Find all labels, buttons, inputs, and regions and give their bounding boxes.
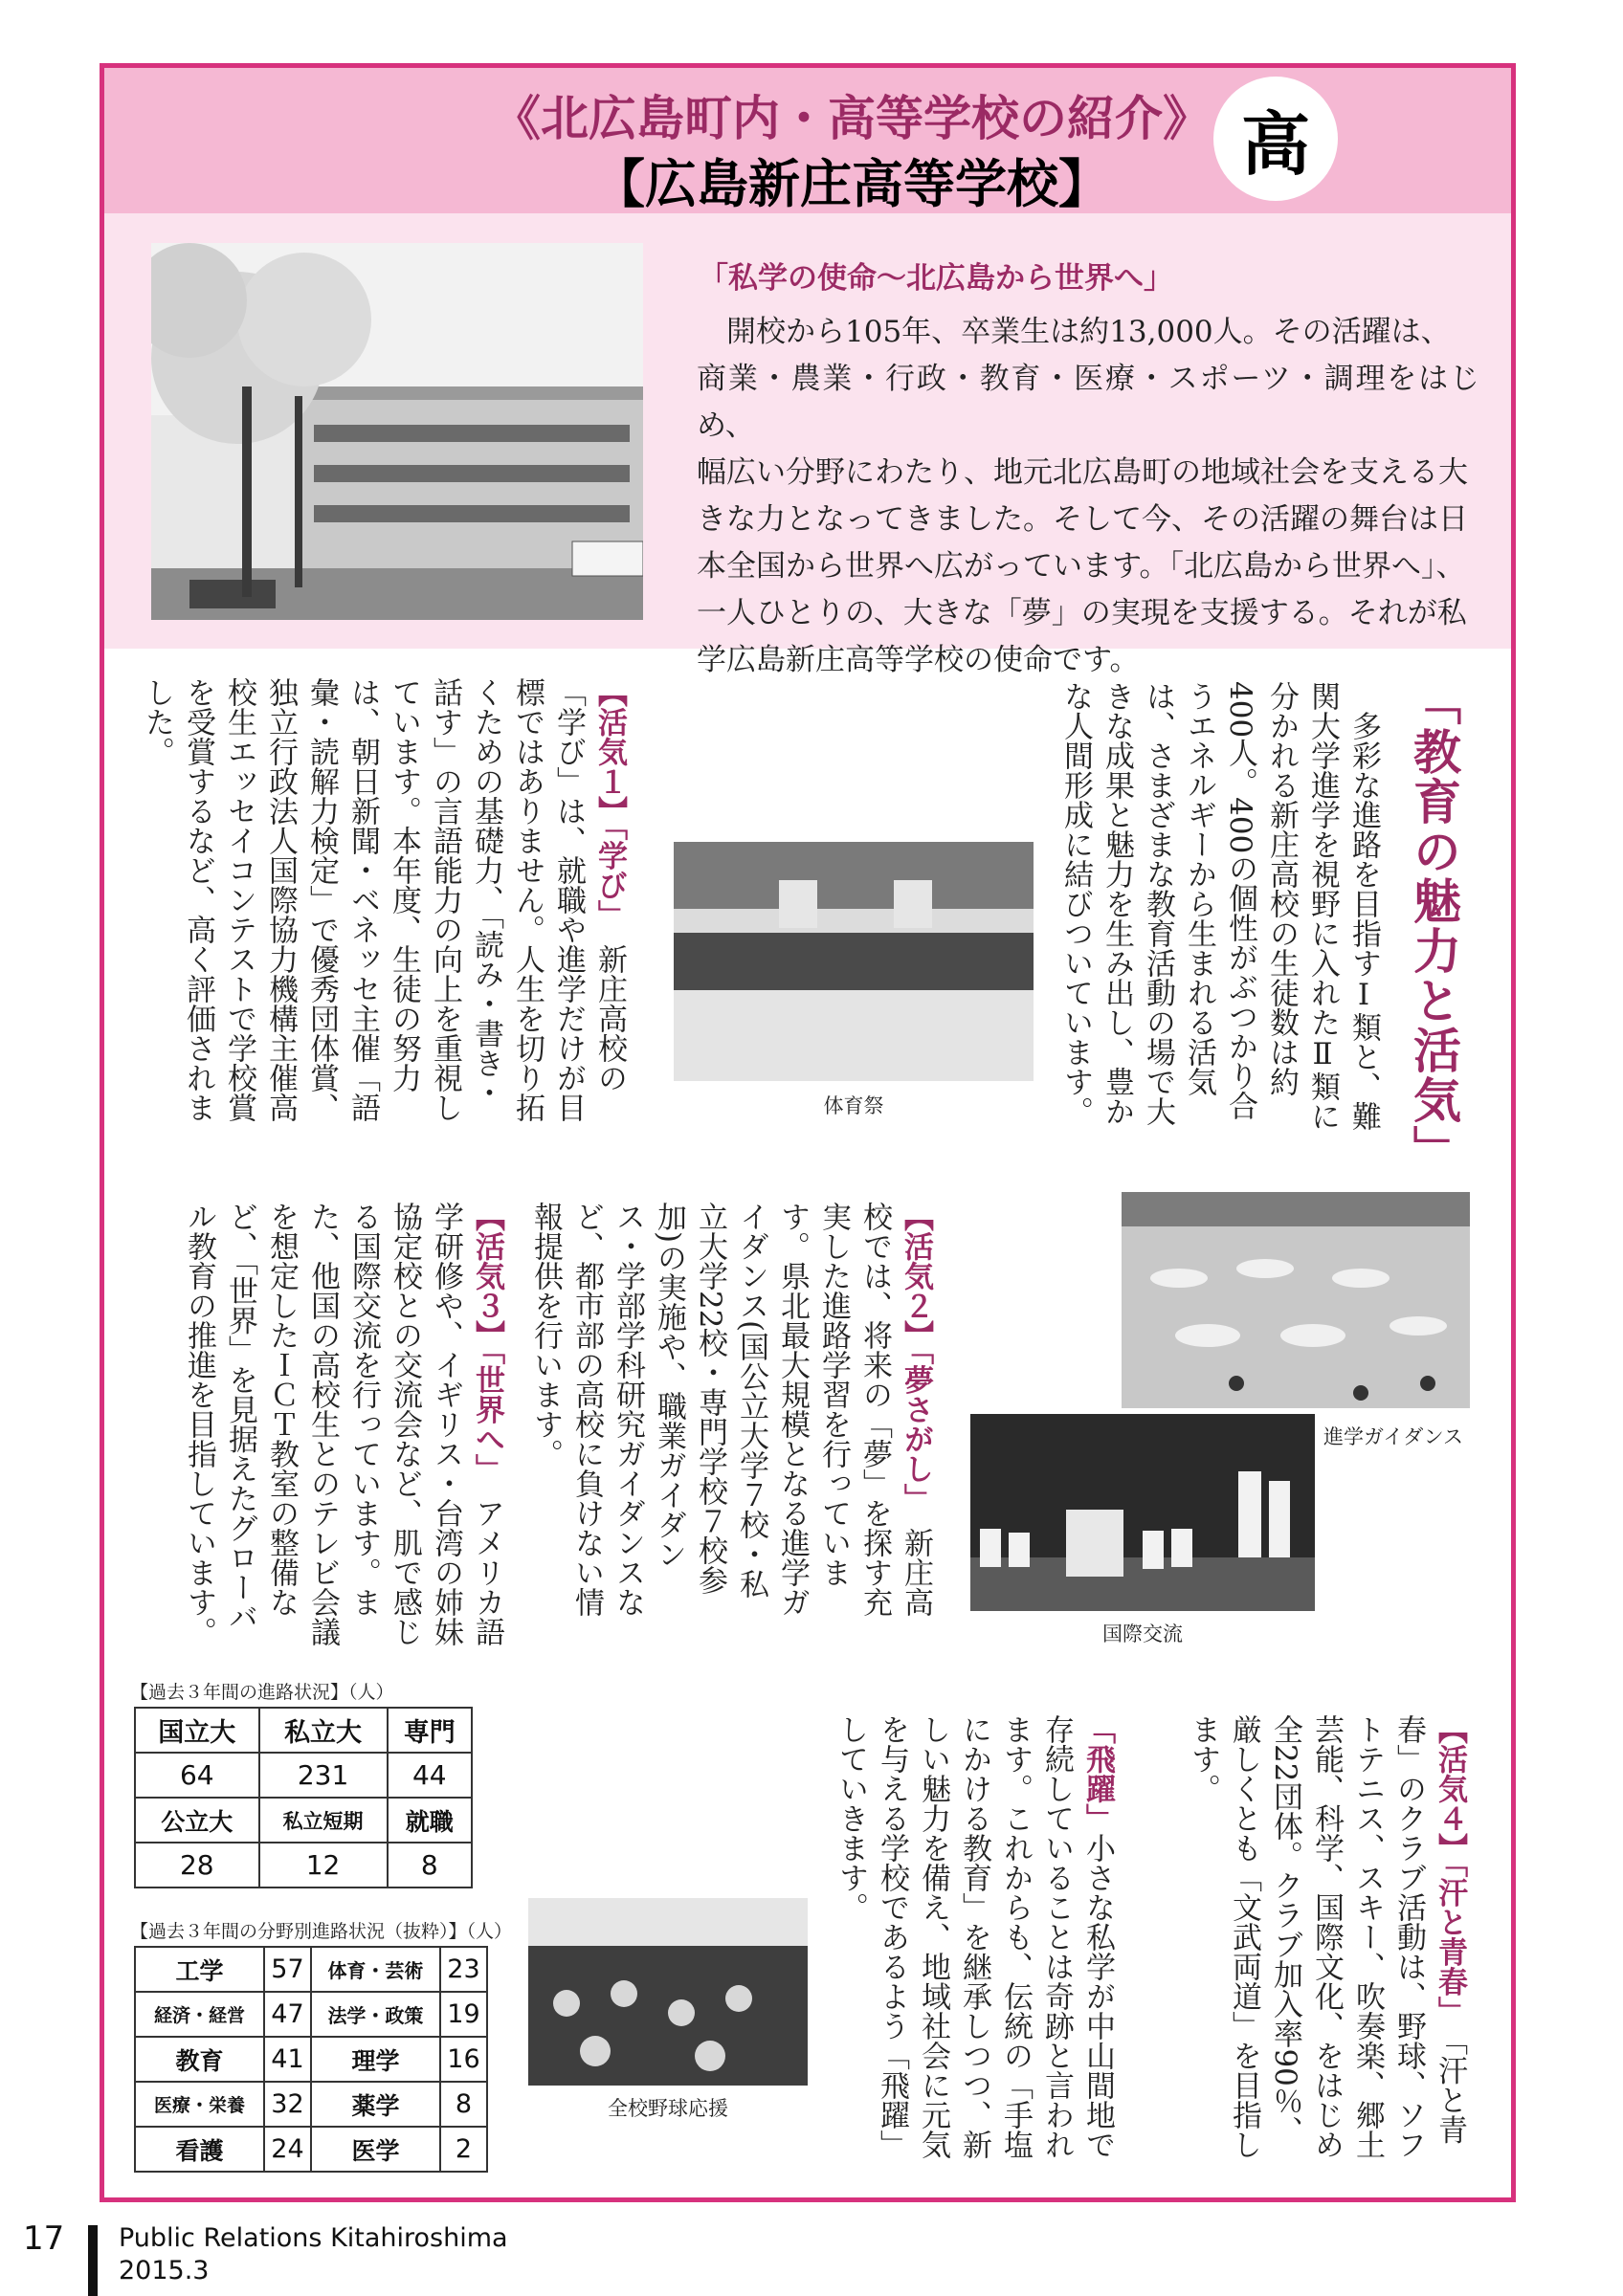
intro-heading: 「私学の使命～北広島から世界へ」	[699, 261, 1173, 296]
table-cell: 19	[440, 1992, 487, 2037]
intro-line: 学広島新庄高等学校の使命です。	[697, 643, 1140, 677]
footer-divider	[88, 2225, 98, 2296]
table-cell: 2	[440, 2127, 487, 2172]
table-cell: 24	[264, 2127, 311, 2172]
table-cell: 私立大	[259, 1708, 388, 1753]
emblem-char: 高	[1240, 104, 1310, 185]
caption-exchange: 国際交流	[1102, 1623, 1183, 1645]
kakki3-heading: 【活気３】「世界へ」	[470, 1202, 504, 1468]
kakki3-body: アメリカ語学研修や、イギリス・台湾の姉妹協定校との交流会など、肌で感じる国際交流を行っています。また、他国の高校生とのテレビ会議を想定したＩＣＴ教室の整備など、「世界」を見据えたグローバル教育の推進を目指しています。	[182, 1202, 504, 1646]
publication-name: Public Relations Kitahiroshima	[119, 2223, 508, 2253]
table1-caption: 【過去３年間の進路状況】（人）	[130, 1682, 394, 1703]
section-main-body	[1043, 681, 1384, 1131]
table-cell: 医学	[311, 2127, 440, 2172]
table-cell: 47	[264, 1992, 311, 2037]
intro-line: 幅広い分野にわたり、地元北広島町の地域社会を支える大	[697, 455, 1468, 490]
caption-guidance: 進学ガイダンス	[1323, 1425, 1463, 1448]
series-title: 《北広島町内・高等学校の紹介》	[493, 91, 1211, 146]
table-cell: 私立短期	[259, 1798, 388, 1843]
caption-sports-festival: 体育祭	[823, 1094, 884, 1117]
table-cell: 12	[259, 1843, 388, 1888]
table-cell: 理学	[311, 2037, 440, 2082]
table-cell: 16	[440, 2037, 487, 2082]
intro-line: 開校から105年、卒業生は約13,000人。その活躍は、	[726, 315, 1451, 349]
table2-caption: 【過去３年間の分野別進路状況（抜粋）】（人）	[130, 1921, 513, 1942]
intro-line: 一人ひとりの、大きな「夢」の実現を支援する。それが私	[697, 596, 1467, 630]
kakki1-body: 新庄高校の「学び」は、就職や進学だけが目標ではありません。人生を切り拓くための基礎力、「読み・書き・話す」の言語能力の向上を重視しています。本年度、生徒の努力は、朝日新聞・ベネッセ主催「語彙・読解力検定」で優秀団体賞、独立行政法人国際協力機構主催高校生エッセイコンテストで学校賞を受賞するなど、高く評価されました。	[140, 677, 627, 1122]
table-cell: 工学	[135, 1947, 264, 1992]
field-table	[134, 1946, 488, 2173]
table-cell: 薬学	[311, 2082, 440, 2127]
hiyaku-heading: 「飛躍」	[1080, 1714, 1115, 1833]
career-table	[134, 1707, 473, 1888]
table-cell: 専門	[388, 1708, 472, 1753]
school-building-photo	[151, 243, 643, 620]
kakki2-body: 新庄高校では、将来の「夢」を探す充実した進路学習を行っています。県北最大規模となる進学ガイダンス(国公立大学７校・私立大学22校・専門学校７校参加)の実施や、職業ガイダンス・学部学科研究ガイダンスなど、都市部の高校に負けない情報提供を行います。	[528, 1202, 933, 1617]
table-cell: 231	[259, 1753, 388, 1798]
intro-line: 商業・農業・行政・教育・医療・スポーツ・調理をはじめ、	[697, 362, 1479, 443]
baseball-cheer-photo	[528, 1898, 808, 2086]
table-cell: 看護	[135, 2127, 264, 2172]
intro-line: きな力となってきました。そして今、その活躍の舞台は日	[697, 502, 1468, 537]
table-cell: 8	[440, 2082, 487, 2127]
guidance-photo	[1122, 1192, 1470, 1408]
table-cell: 44	[388, 1753, 472, 1798]
kakki4-heading: 【活気４】「汗と青春」	[1433, 1714, 1467, 2011]
table-cell: 28	[135, 1843, 259, 1888]
sports-festival-photo	[674, 842, 1034, 1081]
issue-date: 2015.3	[119, 2256, 210, 2285]
exchange-photo	[970, 1414, 1315, 1611]
kakki2-heading: 【活気２】「夢さがし」	[899, 1202, 933, 1498]
hiyaku-block	[781, 1714, 1118, 2164]
table-cell: 法学・政策	[311, 1992, 440, 2037]
table-cell: 57	[264, 1947, 311, 1992]
kakki3-block	[124, 1202, 507, 1651]
school-title: 【広島新庄高等学校】	[593, 154, 1110, 214]
intro-line: 本全国から世界へ広がっています。「北広島から世界へ」、	[697, 549, 1466, 584]
table-cell: 64	[135, 1753, 259, 1798]
table-cell: 32	[264, 2082, 311, 2127]
table-cell: 体育・芸術	[311, 1947, 440, 1992]
kakki4-block	[1171, 1714, 1470, 2164]
section-heading: 「教育の魅力と活気」	[1406, 677, 1461, 1175]
table-cell: 41	[264, 2037, 311, 2082]
table-cell: 就職	[388, 1798, 472, 1843]
kakki1-block	[124, 677, 630, 1127]
hiyaku-body: 小さな私学が中山間地で存続していることは奇跡と言われます。これからも、伝統の「手塩にかける教育」を継承しつつ、新しい魅力を備え、地域社会に元気を与える学校であるよう「飛躍」していきます。	[834, 1714, 1115, 2159]
table-cell: 医療・栄養	[135, 2082, 264, 2127]
page-number: 17	[23, 2219, 65, 2258]
intro-body	[697, 309, 1479, 684]
kakki1-heading: 【活気１】「学び」	[592, 677, 627, 915]
kakki4-body: 「汗と青春」のクラブ活動は、野球、ソフトテニス、スキー、吹奏楽、郷土芸能、科学、国際文化、をはじめ全22団体。クラブ加入率90％、厳しくとも「文武両道」を目指します。	[1186, 1714, 1467, 2159]
school-emblem-icon	[1213, 77, 1338, 201]
table-cell: 8	[388, 1843, 472, 1888]
caption-baseball: 全校野球応援	[608, 2097, 728, 2120]
kakki2-block	[528, 1202, 936, 1623]
table-cell: 教育	[135, 2037, 264, 2082]
table-cell: 公立大	[135, 1798, 259, 1843]
table-cell: 国立大	[135, 1708, 259, 1753]
table-cell: 23	[440, 1947, 487, 1992]
section-main-text: 多彩な進路を目指すⅠ類と、難関大学進学を視野に入れたⅡ類に分かれる新庄高校の生徒数は約400人。400の個性がぶつかり合うエネルギーから生まれる活気は、さまざまな教育活動の場で大きな成果と魅力を生み出し、豊かな人間形成に結びついています。	[1058, 681, 1381, 1131]
table-cell: 経済・経営	[135, 1992, 264, 2037]
